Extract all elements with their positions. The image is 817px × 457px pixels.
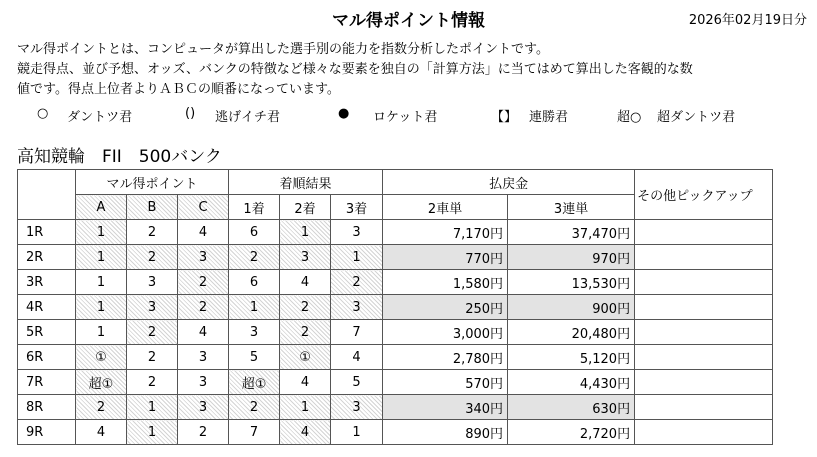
description [17, 40, 807, 100]
result-first: 2 [229, 245, 280, 270]
payout-trifecta: 20,480円 [508, 320, 635, 345]
point-b: 1 [127, 395, 178, 420]
table-header-row-group [18, 170, 773, 195]
result-third: 7 [331, 320, 383, 345]
other-pickup [635, 270, 773, 295]
point-b: 3 [127, 295, 178, 320]
point-c: 2 [178, 270, 229, 295]
venue-title: 高知競輪 FII 500バンク [17, 147, 222, 167]
header-a: A [76, 195, 127, 220]
payout-trifecta: 4,430円 [508, 370, 635, 395]
results-table [17, 169, 773, 445]
legend-label-rocket: ロケット君 [373, 110, 438, 125]
point-b: 2 [127, 345, 178, 370]
other-pickup [635, 320, 773, 345]
point-a: 1 [76, 270, 127, 295]
point-b: 2 [127, 245, 178, 270]
legend-symbol-dantotsu: ○ [37, 106, 49, 121]
header-trifecta: 3連単 [508, 195, 635, 220]
header-second: 2着 [280, 195, 331, 220]
description-line-3: 値です。得点上位者よりＡＢＣの順番になっています。 [17, 82, 340, 97]
race-number: 1R [18, 220, 76, 245]
table-row [18, 345, 773, 370]
result-third: 5 [331, 370, 383, 395]
result-third: 3 [331, 220, 383, 245]
payout-exacta: 890円 [383, 420, 508, 445]
result-first: 5 [229, 345, 280, 370]
table-row [18, 245, 773, 270]
point-b: 2 [127, 320, 178, 345]
point-b: 3 [127, 270, 178, 295]
legend-symbol-rocket: ● [338, 106, 350, 121]
point-a: 1 [76, 295, 127, 320]
result-third: 4 [331, 345, 383, 370]
result-second: 4 [280, 370, 331, 395]
result-first: 2 [229, 395, 280, 420]
other-pickup [635, 420, 773, 445]
legend-symbol-renshou: 【】 [491, 110, 518, 125]
point-a: 1 [76, 320, 127, 345]
description-line-1: マル得ポイントとは、コンピュータが算出した選手別の能力を指数分析したポイントです。 [17, 42, 549, 57]
payout-exacta: 3,000円 [383, 320, 508, 345]
result-second: 4 [280, 420, 331, 445]
point-c: 3 [178, 370, 229, 395]
point-b: 2 [127, 220, 178, 245]
point-c: 3 [178, 245, 229, 270]
point-c: 2 [178, 295, 229, 320]
table-row [18, 420, 773, 445]
payout-exacta: 570円 [383, 370, 508, 395]
result-third: 3 [331, 395, 383, 420]
result-third: 1 [331, 420, 383, 445]
payout-exacta: 7,170円 [383, 220, 508, 245]
header-result-group: 着順結果 [229, 170, 383, 195]
result-third: 2 [331, 270, 383, 295]
point-a: 超① [76, 370, 127, 395]
header-other-pickup: その他ピックアップ [635, 170, 773, 220]
payout-trifecta: 630円 [508, 395, 635, 420]
race-number: 4R [18, 295, 76, 320]
legend-label-renshou: 連勝君 [529, 110, 569, 125]
result-third: 3 [331, 295, 383, 320]
result-second: 3 [280, 245, 331, 270]
result-second: 4 [280, 270, 331, 295]
table-row [18, 320, 773, 345]
legend-symbol-nigeichi: () [185, 106, 196, 121]
race-number: 7R [18, 370, 76, 395]
result-second: 2 [280, 320, 331, 345]
race-number: 3R [18, 270, 76, 295]
payout-trifecta: 900円 [508, 295, 635, 320]
race-number: 8R [18, 395, 76, 420]
header-c: C [178, 195, 229, 220]
header-first: 1着 [229, 195, 280, 220]
legend-label-chou-dantotsu: 超ダントツ君 [657, 110, 736, 125]
payout-trifecta: 13,530円 [508, 270, 635, 295]
payout-trifecta: 2,720円 [508, 420, 635, 445]
other-pickup [635, 370, 773, 395]
point-c: 4 [178, 320, 229, 345]
payout-exacta: 770円 [383, 245, 508, 270]
race-number: 2R [18, 245, 76, 270]
legend [37, 106, 763, 125]
result-first: 6 [229, 270, 280, 295]
point-a: 4 [76, 420, 127, 445]
point-b: 2 [127, 370, 178, 395]
point-a: 1 [76, 245, 127, 270]
result-first: 3 [229, 320, 280, 345]
result-first: 7 [229, 420, 280, 445]
point-c: 3 [178, 345, 229, 370]
payout-exacta: 340円 [383, 395, 508, 420]
table-row [18, 220, 773, 245]
point-c: 4 [178, 220, 229, 245]
race-number: 6R [18, 345, 76, 370]
point-a: ① [76, 345, 127, 370]
result-third: 1 [331, 245, 383, 270]
legend-label-dantotsu: ダントツ君 [67, 110, 133, 125]
point-a: 1 [76, 220, 127, 245]
page-title: マル得ポイント情報 [332, 11, 485, 31]
result-first: 1 [229, 295, 280, 320]
other-pickup [635, 245, 773, 270]
payout-trifecta: 37,470円 [508, 220, 635, 245]
point-c: 3 [178, 395, 229, 420]
header-third: 3着 [331, 195, 383, 220]
result-second: 1 [280, 395, 331, 420]
table-row [18, 370, 773, 395]
point-b: 1 [127, 420, 178, 445]
table-row [18, 295, 773, 320]
table-row [18, 270, 773, 295]
legend-label-nigeichi: 逃げイチ君 [215, 110, 281, 125]
other-pickup [635, 395, 773, 420]
header-race [18, 170, 76, 220]
payout-exacta: 2,780円 [383, 345, 508, 370]
result-first: 6 [229, 220, 280, 245]
table-row [18, 395, 773, 420]
result-first: 超① [229, 370, 280, 395]
page-date: 2026年02月19日分 [688, 13, 807, 28]
race-number: 5R [18, 320, 76, 345]
other-pickup [635, 345, 773, 370]
race-number: 9R [18, 420, 76, 445]
other-pickup [635, 295, 773, 320]
payout-trifecta: 5,120円 [508, 345, 635, 370]
header-points-group: マル得ポイント [76, 170, 229, 195]
other-pickup [635, 220, 773, 245]
header-b: B [127, 195, 178, 220]
result-second: 2 [280, 295, 331, 320]
description-line-2: 競走得点、並び予想、オッズ、バンクの特徴など様々な要素を独自の「計算方法」に当てはめて算出した客観的な数 [17, 62, 693, 77]
payout-exacta: 250円 [383, 295, 508, 320]
point-c: 2 [178, 420, 229, 445]
point-a: 2 [76, 395, 127, 420]
header-exacta: 2車単 [383, 195, 508, 220]
legend-symbol-chou-dantotsu: 超○ [617, 110, 642, 125]
payout-exacta: 1,580円 [383, 270, 508, 295]
payout-trifecta: 970円 [508, 245, 635, 270]
result-second: 1 [280, 220, 331, 245]
header-payout-group: 払戻金 [383, 170, 635, 195]
result-second: ① [280, 345, 331, 370]
